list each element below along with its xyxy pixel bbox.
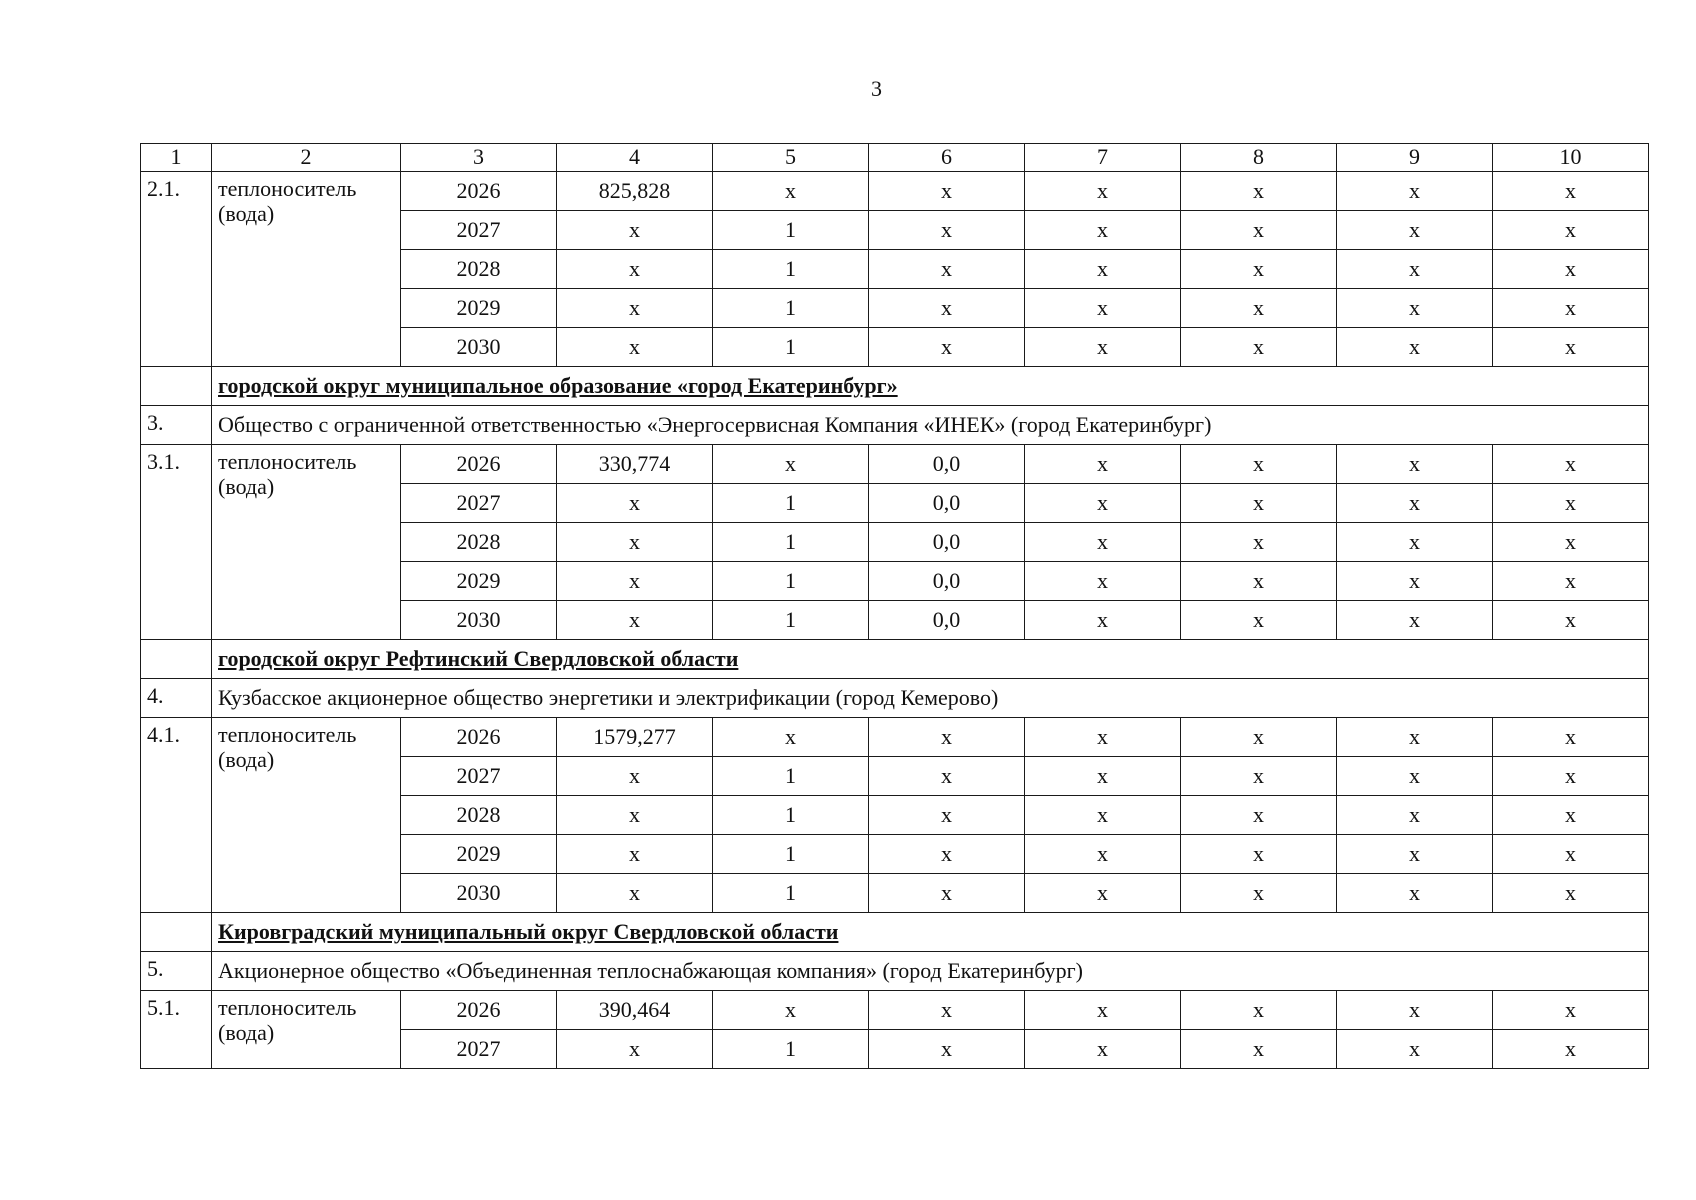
row-number: 4. xyxy=(141,679,212,718)
value-cell: x xyxy=(869,250,1025,289)
value-cell: x xyxy=(1337,874,1493,913)
value-cell: x xyxy=(1493,289,1649,328)
value-cell: x xyxy=(1337,328,1493,367)
table-row xyxy=(141,718,1649,757)
year-cell: 2027 xyxy=(401,757,557,796)
value-cell: x xyxy=(869,289,1025,328)
value-cell: x xyxy=(1025,796,1181,835)
district-row xyxy=(141,913,1649,952)
value-cell: x xyxy=(1025,1030,1181,1069)
value-cell: x xyxy=(869,211,1025,250)
value-cell: x xyxy=(1337,523,1493,562)
value-cell: x xyxy=(713,991,869,1030)
value-cell: x xyxy=(1337,562,1493,601)
value-cell: x xyxy=(1493,718,1649,757)
value-cell: x xyxy=(557,250,713,289)
value-cell: x xyxy=(713,172,869,211)
value-cell: 1 xyxy=(713,601,869,640)
value-cell: x xyxy=(1025,991,1181,1030)
year-cell: 2026 xyxy=(401,718,557,757)
value-cell: x xyxy=(1337,1030,1493,1069)
value-cell: x xyxy=(1025,211,1181,250)
value-cell: x xyxy=(557,796,713,835)
value-cell: x xyxy=(1025,835,1181,874)
value-cell: x xyxy=(1337,445,1493,484)
table-row xyxy=(141,172,1649,211)
value-cell: x xyxy=(1181,1030,1337,1069)
value-cell: x xyxy=(869,172,1025,211)
value-cell: x xyxy=(1493,796,1649,835)
value-cell: x xyxy=(1181,874,1337,913)
value-cell: x xyxy=(1493,1030,1649,1069)
value-cell: x xyxy=(1337,991,1493,1030)
value-cell: 1 xyxy=(713,835,869,874)
value-cell: x xyxy=(869,835,1025,874)
column-number: 10 xyxy=(1493,144,1649,172)
value-cell: 1 xyxy=(713,757,869,796)
row-number: 4.1. xyxy=(141,718,212,913)
year-cell: 2030 xyxy=(401,328,557,367)
value-cell: x xyxy=(1337,796,1493,835)
table-row xyxy=(141,991,1649,1030)
value-cell: x xyxy=(1493,991,1649,1030)
value-cell: x xyxy=(1181,835,1337,874)
value-cell: x xyxy=(1493,835,1649,874)
value-cell: x xyxy=(1181,211,1337,250)
row-number: 5.1. xyxy=(141,991,212,1069)
empty-cell xyxy=(141,913,212,952)
value-cell: 1 xyxy=(713,1030,869,1069)
column-number: 7 xyxy=(1025,144,1181,172)
value-cell: x xyxy=(869,757,1025,796)
district-name: городской округ муниципальное образование «город Екатеринбург» xyxy=(212,367,1649,406)
organization-name: Акционерное общество «Объединенная теплоснабжающая компания» (город Екатеринбург) xyxy=(212,952,1649,991)
column-number: 1 xyxy=(141,144,212,172)
value-cell: x xyxy=(557,835,713,874)
value-cell: x xyxy=(557,757,713,796)
year-cell: 2026 xyxy=(401,172,557,211)
value-cell: x xyxy=(1181,484,1337,523)
value-cell: x xyxy=(557,1030,713,1069)
row-number: 2.1. xyxy=(141,172,212,367)
column-number-row xyxy=(141,144,1649,172)
value-cell: x xyxy=(1181,172,1337,211)
value-cell: x xyxy=(713,445,869,484)
resource-name: теплоноситель (вода) xyxy=(212,718,401,913)
value-cell: x xyxy=(1025,874,1181,913)
value-cell: x xyxy=(1493,250,1649,289)
value-cell: x xyxy=(1493,757,1649,796)
value-cell: 1 xyxy=(713,484,869,523)
value-cell: x xyxy=(1025,289,1181,328)
value-cell: x xyxy=(557,874,713,913)
value-cell: 0,0 xyxy=(869,523,1025,562)
value-cell: 825,828 xyxy=(557,172,713,211)
value-cell: x xyxy=(1337,757,1493,796)
empty-cell xyxy=(141,367,212,406)
value-cell: x xyxy=(1337,718,1493,757)
year-cell: 2026 xyxy=(401,991,557,1030)
value-cell: 1 xyxy=(713,523,869,562)
column-number: 3 xyxy=(401,144,557,172)
organization-name: Кузбасское акционерное общество энергетики и электрификации (город Кемерово) xyxy=(212,679,1649,718)
value-cell: x xyxy=(869,328,1025,367)
value-cell: x xyxy=(1181,328,1337,367)
value-cell: x xyxy=(1181,601,1337,640)
tariff-table xyxy=(140,143,1649,1069)
value-cell: x xyxy=(1181,289,1337,328)
value-cell: x xyxy=(1181,445,1337,484)
year-cell: 2027 xyxy=(401,1030,557,1069)
row-number: 3.1. xyxy=(141,445,212,640)
value-cell: x xyxy=(557,601,713,640)
column-number: 6 xyxy=(869,144,1025,172)
value-cell: 1579,277 xyxy=(557,718,713,757)
value-cell: x xyxy=(1493,172,1649,211)
year-cell: 2027 xyxy=(401,211,557,250)
value-cell: x xyxy=(1493,445,1649,484)
district-name: городской округ Рефтинский Свердловской области xyxy=(212,640,1649,679)
year-cell: 2028 xyxy=(401,523,557,562)
value-cell: x xyxy=(1337,211,1493,250)
value-cell: x xyxy=(1493,874,1649,913)
value-cell: x xyxy=(1025,445,1181,484)
value-cell: x xyxy=(1493,211,1649,250)
year-cell: 2030 xyxy=(401,601,557,640)
value-cell: 1 xyxy=(713,289,869,328)
value-cell: x xyxy=(869,796,1025,835)
column-number: 9 xyxy=(1337,144,1493,172)
column-number: 2 xyxy=(212,144,401,172)
value-cell: x xyxy=(1025,718,1181,757)
column-number: 4 xyxy=(557,144,713,172)
value-cell: x xyxy=(1493,484,1649,523)
resource-name: теплоноситель (вода) xyxy=(212,445,401,640)
year-cell: 2026 xyxy=(401,445,557,484)
value-cell: x xyxy=(1181,796,1337,835)
value-cell: 330,774 xyxy=(557,445,713,484)
value-cell: 1 xyxy=(713,874,869,913)
year-cell: 2027 xyxy=(401,484,557,523)
organization-row xyxy=(141,679,1649,718)
resource-name: теплоноситель (вода) xyxy=(212,172,401,367)
value-cell: x xyxy=(1181,250,1337,289)
district-row xyxy=(141,640,1649,679)
table-row xyxy=(141,445,1649,484)
row-number: 3. xyxy=(141,406,212,445)
value-cell: x xyxy=(1181,991,1337,1030)
value-cell: x xyxy=(869,874,1025,913)
resource-name: теплоноситель (вода) xyxy=(212,991,401,1069)
year-cell: 2028 xyxy=(401,796,557,835)
value-cell: x xyxy=(1025,328,1181,367)
value-cell: x xyxy=(1337,289,1493,328)
district-row xyxy=(141,367,1649,406)
value-cell: x xyxy=(1025,484,1181,523)
value-cell: x xyxy=(557,289,713,328)
value-cell: x xyxy=(557,484,713,523)
value-cell: 1 xyxy=(713,328,869,367)
value-cell: x xyxy=(1493,523,1649,562)
value-cell: x xyxy=(869,1030,1025,1069)
organization-row xyxy=(141,406,1649,445)
year-cell: 2028 xyxy=(401,250,557,289)
value-cell: 390,464 xyxy=(557,991,713,1030)
value-cell: x xyxy=(1025,562,1181,601)
year-cell: 2029 xyxy=(401,562,557,601)
value-cell: x xyxy=(1337,250,1493,289)
value-cell: x xyxy=(1025,523,1181,562)
value-cell: x xyxy=(1337,601,1493,640)
value-cell: 1 xyxy=(713,562,869,601)
organization-row xyxy=(141,952,1649,991)
year-cell: 2030 xyxy=(401,874,557,913)
value-cell: x xyxy=(1337,172,1493,211)
value-cell: 1 xyxy=(713,250,869,289)
value-cell: x xyxy=(1025,757,1181,796)
value-cell: x xyxy=(1181,562,1337,601)
value-cell: x xyxy=(557,523,713,562)
value-cell: x xyxy=(1181,718,1337,757)
row-number: 5. xyxy=(141,952,212,991)
organization-name: Общество с ограниченной ответственностью «Энергосервисная Компания «ИНЕК» (город Екатеринбург) xyxy=(212,406,1649,445)
value-cell: x xyxy=(1025,250,1181,289)
year-cell: 2029 xyxy=(401,289,557,328)
district-name: Кировградский муниципальный округ Свердловской области xyxy=(212,913,1649,952)
value-cell: x xyxy=(1337,835,1493,874)
empty-cell xyxy=(141,640,212,679)
value-cell: 0,0 xyxy=(869,484,1025,523)
column-number: 5 xyxy=(713,144,869,172)
value-cell: x xyxy=(1181,757,1337,796)
value-cell: x xyxy=(713,718,869,757)
value-cell: x xyxy=(557,328,713,367)
value-cell: x xyxy=(1493,562,1649,601)
value-cell: 1 xyxy=(713,211,869,250)
table-body xyxy=(141,144,1649,1069)
value-cell: x xyxy=(1025,601,1181,640)
value-cell: x xyxy=(557,211,713,250)
value-cell: x xyxy=(1493,328,1649,367)
value-cell: 1 xyxy=(713,796,869,835)
page-number: 3 xyxy=(871,76,882,101)
column-number: 8 xyxy=(1181,144,1337,172)
value-cell: x xyxy=(1337,484,1493,523)
value-cell: x xyxy=(1493,601,1649,640)
value-cell: x xyxy=(869,991,1025,1030)
value-cell: 0,0 xyxy=(869,562,1025,601)
value-cell: 0,0 xyxy=(869,445,1025,484)
year-cell: 2029 xyxy=(401,835,557,874)
value-cell: x xyxy=(1181,523,1337,562)
value-cell: 0,0 xyxy=(869,601,1025,640)
value-cell: x xyxy=(869,718,1025,757)
value-cell: x xyxy=(1025,172,1181,211)
value-cell: x xyxy=(557,562,713,601)
